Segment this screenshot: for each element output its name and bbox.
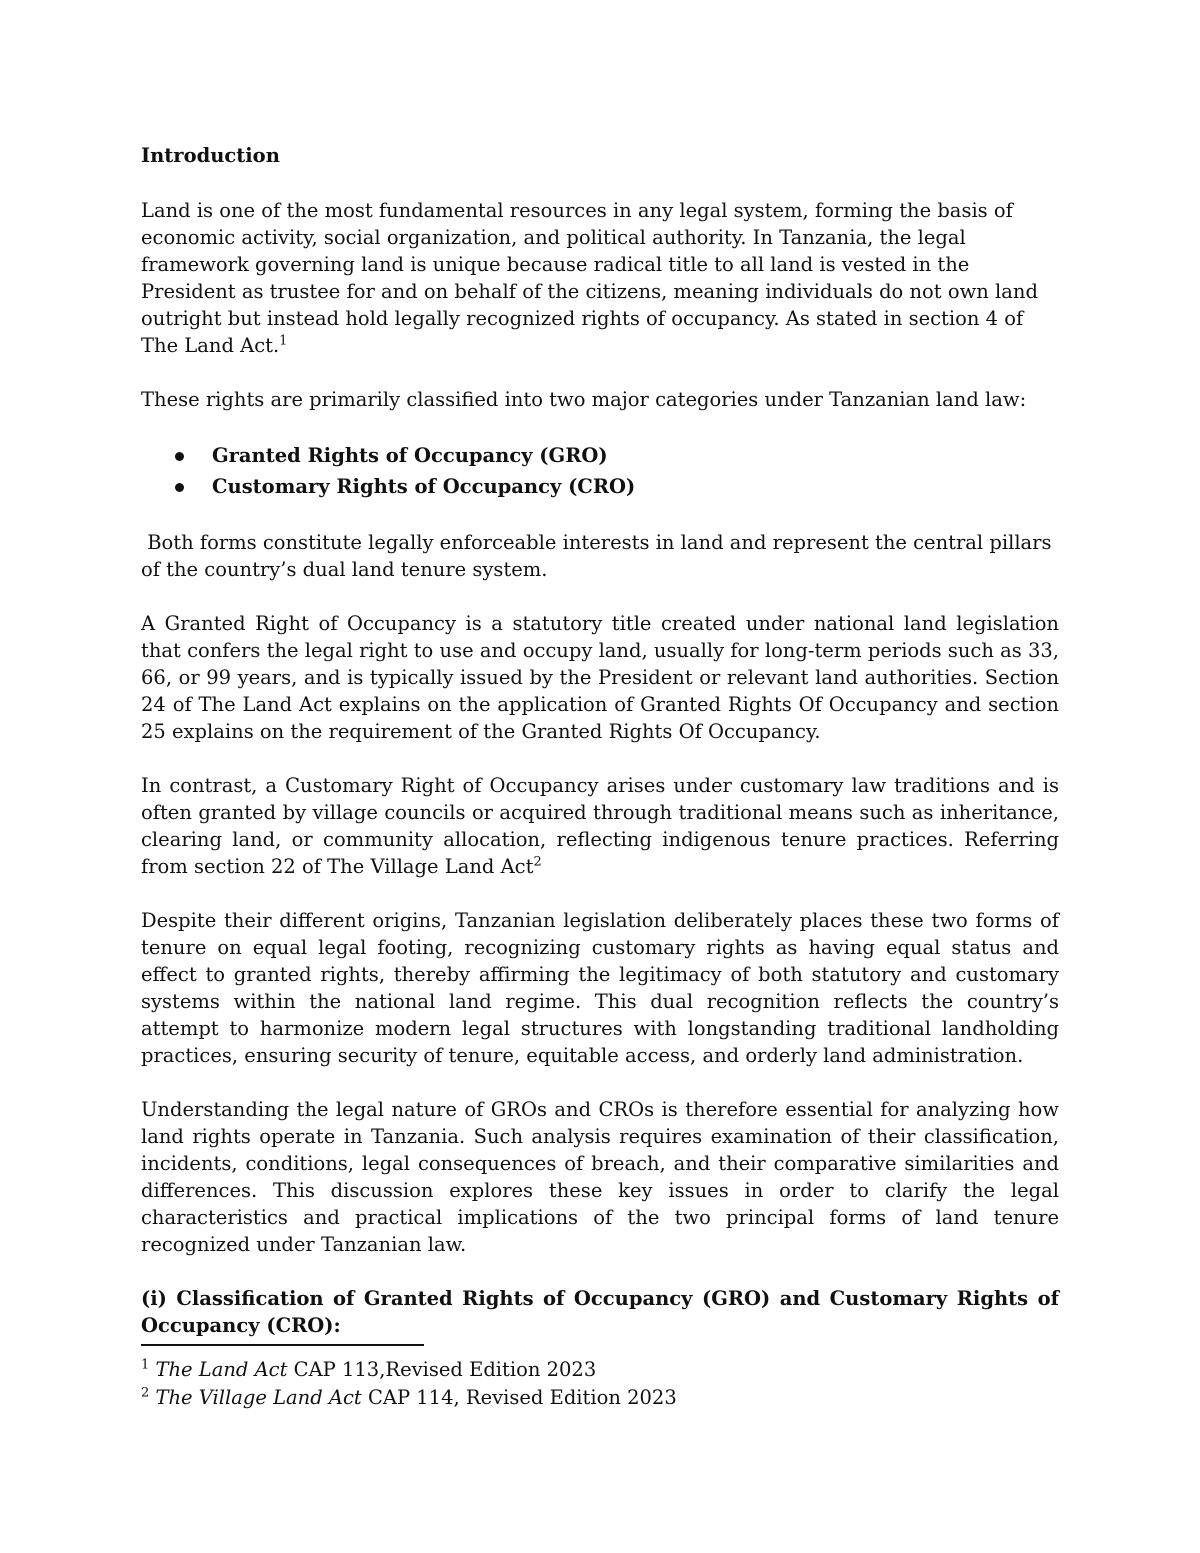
document-body [141, 142, 1059, 1339]
paragraph-customary-right-text: In contrast, a Customary Right of Occupancy arises under customary law traditions and is often granted by village councils or acquired through traditional means such as inheritance, clearing land, or community allocation, reflecting indigenous tenure practices. Referring from section 22 of The Village Land Act [141, 774, 1059, 878]
paragraph-granted-right: A Granted Right of Occupancy is a statutory title created under national land legislation that confers the legal right to use and occupy land, usually for long-term periods such as 33, 66, or 99 years, and is typically issued by the President or relevant land authorities. Section 24 of The Land Act explains on the application of Granted Rights Of Occupancy and section 25 explains on the requirement of the Granted Rights Of Occupancy. [141, 612, 1059, 743]
list-item-cro-label: Customary Rights of Occupancy (CRO) [212, 475, 636, 498]
footnote-ref-1[interactable]: 1 [279, 333, 288, 349]
section-title-introduction: Introduction [141, 144, 280, 167]
list-item-gro [141, 440, 1059, 471]
bullet-icon [175, 452, 184, 461]
paragraph-land-intro-text: Land is one of the most fundamental resources in any legal system, forming the basis of economic activity, social organization, and political authority. In Tanzania, the legal framework governing land is unique because radical title to all land is vested in the President as trustee for and on behalf of the citizens, meaning individuals do not own land outright but instead hold legally recognized rights of occupancy. As stated in section 4 of The Land Act. [141, 199, 1038, 357]
footnote-separator [141, 1344, 424, 1346]
paragraph-equal-footing: Despite their different origins, Tanzanian legislation deliberately places these two forms of tenure on equal legal footing, recognizing customary rights as having equal status and effect to granted rights, thereby affirming the legitimacy of both statutory and customary systems within the national land regime. This dual recognition reflects the country’s attempt to harmonize modern legal structures with longstanding traditional landholding practices, ensuring security of tenure, equitable access, and orderly land administration. [141, 909, 1059, 1067]
list-item-cro [141, 471, 1059, 502]
footnote-1-title: The Land Act [155, 1358, 288, 1381]
footnote-1-text: CAP 113,Revised Edition 2023 [287, 1358, 597, 1381]
footnotes-area [141, 1344, 1059, 1412]
paragraph-rights-categories: These rights are primarily classified into two major categories under Tanzanian land law: [141, 388, 1027, 411]
footnote-2-number: 2 [141, 1385, 150, 1401]
bullet-list-rights [141, 440, 1059, 502]
footnote-1-number: 1 [141, 1357, 150, 1373]
list-item-gro-label: Granted Rights of Occupancy (GRO) [212, 444, 608, 467]
paragraph-customary-right [141, 772, 1059, 880]
footnote-ref-2[interactable]: 2 [533, 854, 542, 870]
paragraph-both-forms: Both forms constitute legally enforceable interests in land and represent the central pillars of the country’s dual land tenure system. [141, 531, 1058, 581]
footnote-1 [141, 1356, 1059, 1384]
paragraph-land-intro [141, 197, 1059, 359]
footnote-2-text: CAP 114, Revised Edition 2023 [361, 1386, 677, 1409]
footnote-2-title: The Village Land Act [155, 1386, 362, 1409]
bullet-icon [175, 483, 184, 492]
footnote-2 [141, 1384, 1059, 1412]
section-title-classification: (i) Classification of Granted Rights of Occupancy (GRO) and Customary Rights of Occupancy (CRO): [141, 1287, 1059, 1337]
paragraph-understanding: Understanding the legal nature of GROs and CROs is therefore essential for analyzing how land rights operate in Tanzania. Such analysis requires examination of their classification, incidents, conditions, legal consequences of breach, and their comparative similarities and differences. This discussion explores these key issues in order to clarify the legal characteristics and practical implications of the two principal forms of land tenure recognized under Tanzanian law. [141, 1098, 1059, 1256]
